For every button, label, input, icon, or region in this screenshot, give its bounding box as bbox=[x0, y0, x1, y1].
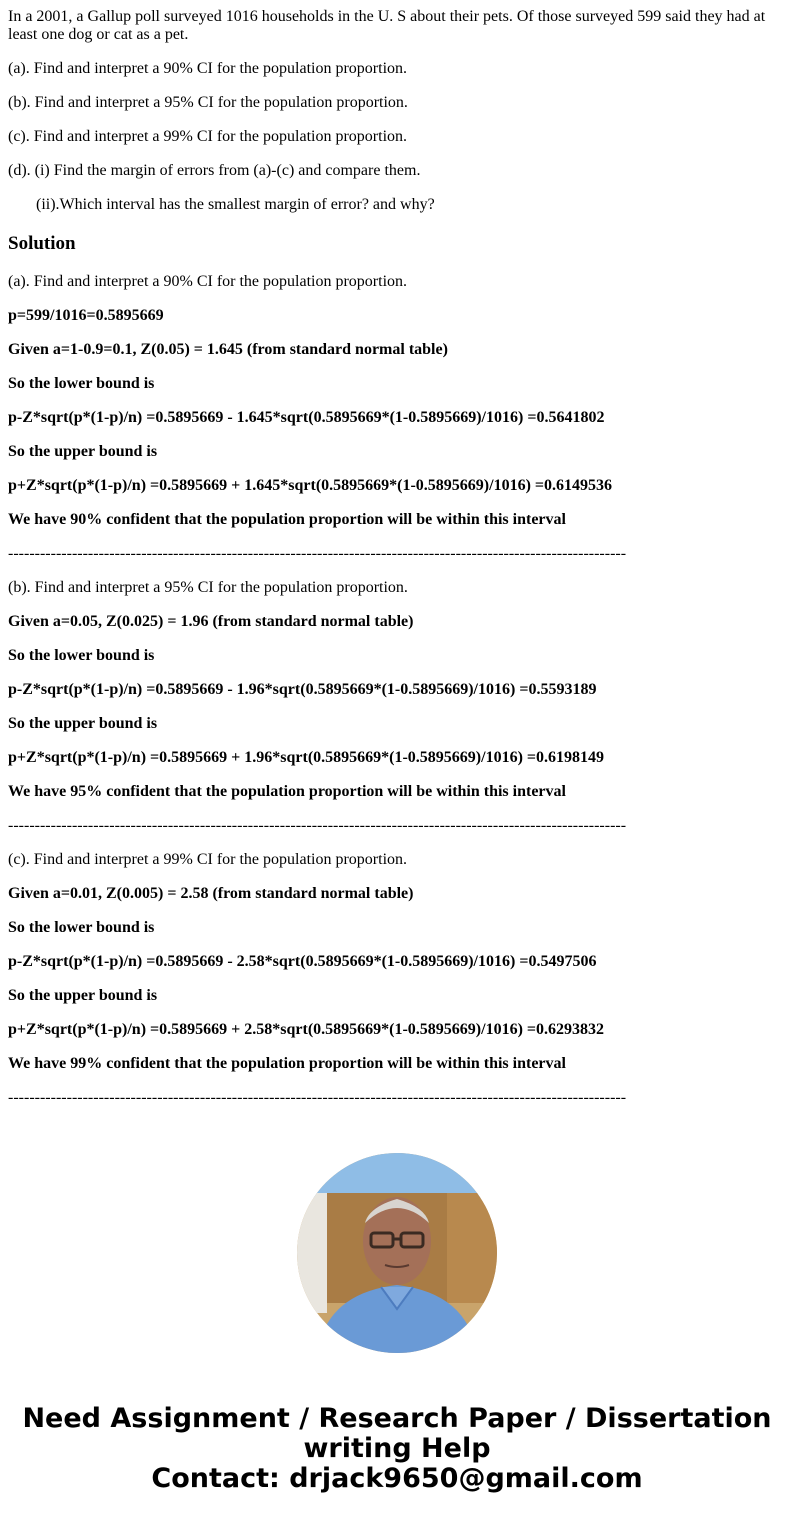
part-c-upper-calc: p+Z*sqrt(p*(1-p)/n) =0.5895669 + 2.58*sqrt(0.5895669*(1-0.5895669)/1016) =0.6293832 bbox=[8, 1021, 605, 1038]
part-b-lower-label: So the lower bound is bbox=[8, 647, 155, 664]
part-b-conclusion: We have 95% confident that the population proportion will be within this interval bbox=[8, 783, 566, 800]
divider-1: -------------------------------------------------------------------------------------------------------------------- bbox=[8, 545, 627, 562]
part-a-given: Given a=1-0.9=0.1, Z(0.05) = 1.645 (from standard normal table) bbox=[8, 341, 448, 358]
part-c-lower-label: So the lower bound is bbox=[8, 919, 155, 936]
part-c-lower-calc: p-Z*sqrt(p*(1-p)/n) =0.5895669 - 2.58*sqrt(0.5895669*(1-0.5895669)/1016) =0.5497506 bbox=[8, 953, 597, 970]
question-part-c: (c). Find and interpret a 99% CI for the population proportion. bbox=[8, 128, 408, 145]
part-c-given: Given a=0.01, Z(0.005) = 2.58 (from standard normal table) bbox=[8, 885, 414, 902]
part-b-lower-calc: p-Z*sqrt(p*(1-p)/n) =0.5895669 - 1.96*sqrt(0.5895669*(1-0.5895669)/1016) =0.5593189 bbox=[8, 681, 597, 698]
part-a-lower-calc: p-Z*sqrt(p*(1-p)/n) =0.5895669 - 1.645*sqrt(0.5895669*(1-0.5895669)/1016) =0.5641802 bbox=[8, 409, 605, 426]
part-c-prompt: (c). Find and interpret a 99% CI for the population proportion. bbox=[8, 851, 408, 868]
divider-3: -------------------------------------------------------------------------------------------------------------------- bbox=[8, 1089, 627, 1106]
author-portrait-image bbox=[297, 1153, 497, 1353]
part-a-upper-calc: p+Z*sqrt(p*(1-p)/n) =0.5895669 + 1.645*sqrt(0.5895669*(1-0.5895669)/1016) =0.6149536 bbox=[8, 477, 613, 494]
part-c-upper-label: So the upper bound is bbox=[8, 987, 158, 1004]
promo-line-2: writing Help bbox=[303, 1433, 491, 1464]
question-part-a: (a). Find and interpret a 90% CI for the population proportion. bbox=[8, 60, 408, 77]
part-b-given: Given a=0.05, Z(0.025) = 1.96 (from standard normal table) bbox=[8, 613, 414, 630]
part-a-lower-label: So the lower bound is bbox=[8, 375, 155, 392]
solution-heading: Solution bbox=[8, 233, 76, 254]
part-a-p-hat: p=599/1016=0.5895669 bbox=[8, 307, 164, 324]
part-b-upper-label: So the upper bound is bbox=[8, 715, 158, 732]
divider-2: -------------------------------------------------------------------------------------------------------------------- bbox=[8, 817, 627, 834]
part-b-upper-calc: p+Z*sqrt(p*(1-p)/n) =0.5895669 + 1.96*sqrt(0.5895669*(1-0.5895669)/1016) =0.6198149 bbox=[8, 749, 605, 766]
part-a-prompt: (a). Find and interpret a 90% CI for the population proportion. bbox=[8, 273, 408, 290]
promo-contact: Contact: drjack9650@gmail.com bbox=[151, 1463, 643, 1494]
question-part-b: (b). Find and interpret a 95% CI for the population proportion. bbox=[8, 94, 408, 111]
part-a-upper-label: So the upper bound is bbox=[8, 443, 158, 460]
question-intro: In a 2001, a Gallup poll surveyed 1016 households in the U. S about their pets. Of those surveyed 599 said they had at least one dog or cat as a pet. bbox=[8, 8, 766, 43]
question-part-d: (d). (i) Find the margin of errors from (a)-(c) and compare them. bbox=[8, 162, 421, 179]
part-c-conclusion: We have 99% confident that the population proportion will be within this interval bbox=[8, 1055, 566, 1072]
author-avatar bbox=[297, 1153, 497, 1353]
promo-line-1: Need Assignment / Research Paper / Dissertation bbox=[22, 1403, 772, 1434]
part-b-prompt: (b). Find and interpret a 95% CI for the population proportion. bbox=[8, 579, 408, 596]
part-a-conclusion: We have 90% confident that the population proportion will be within this interval bbox=[8, 511, 566, 528]
question-part-d-sub: (ii).Which interval has the smallest margin of error? and why? bbox=[36, 196, 435, 213]
